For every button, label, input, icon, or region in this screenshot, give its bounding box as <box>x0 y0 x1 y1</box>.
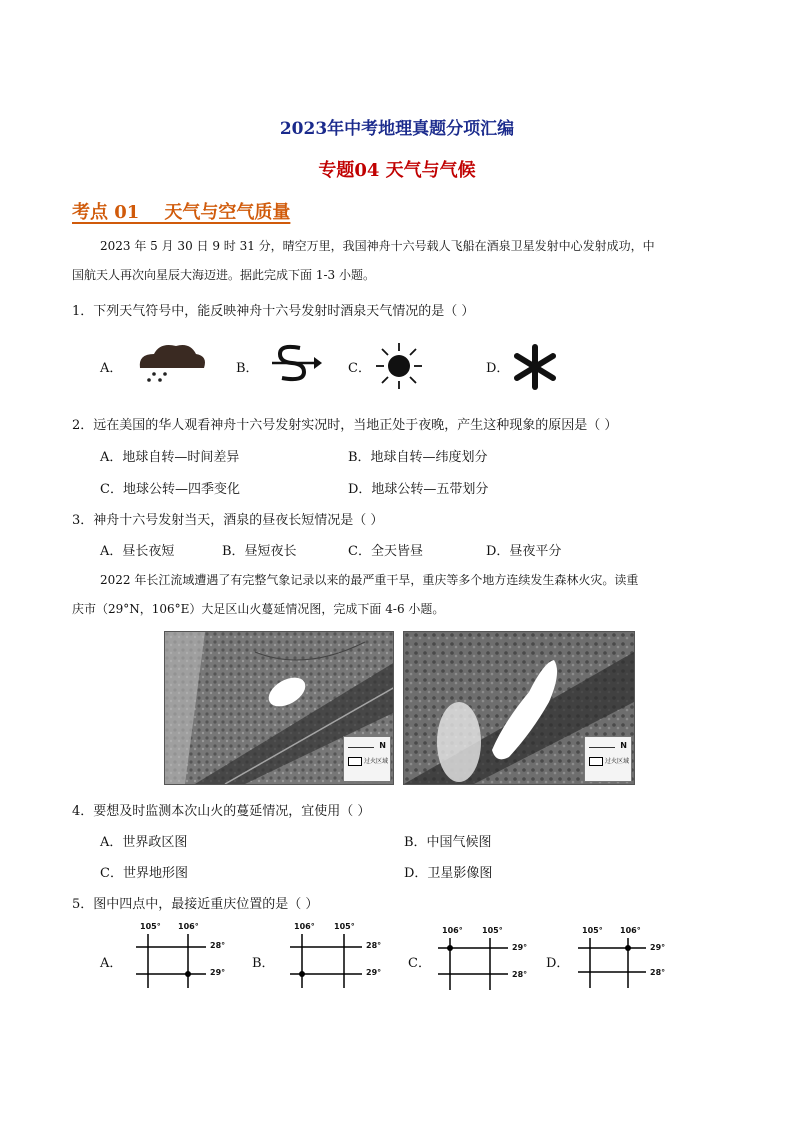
grid-d-lat-bottom: 28° <box>650 968 666 977</box>
scale-bar <box>348 747 374 748</box>
intro-2-line-2: 庆市（29°N，106°E）大足区山火蔓延情况图，完成下面 4-6 小题。 <box>72 602 445 616</box>
q1-option-b-label: B． <box>236 361 259 376</box>
intro-paragraph-1 <box>72 232 732 290</box>
page-title: 2023年中考地理真题分项汇编 <box>279 119 515 139</box>
grid-b-lon-left: 106° <box>294 922 315 931</box>
grid-d-lon-right: 106° <box>620 926 641 935</box>
q5-option-a-label: A． <box>100 956 123 971</box>
legend-label: 过火区域 <box>605 758 630 765</box>
satellite-map-after <box>403 631 635 785</box>
q4-option-b: B．中国气候图 <box>404 835 492 850</box>
sandstorm-icon <box>270 340 322 386</box>
grid-a-lon-left: 105° <box>140 922 161 931</box>
q4-option-c: C．世界地形图 <box>100 866 188 881</box>
legend-label: 过火区域 <box>364 758 389 765</box>
grid-a-lat-bottom: 29° <box>210 968 226 977</box>
q2-option-c: C．地球公转—四季变化 <box>100 482 240 497</box>
q5-option-b-label: B． <box>252 956 275 971</box>
grid-d-lat-top: 29° <box>650 943 666 952</box>
grid-a-lines <box>130 922 230 992</box>
q3-option-c: C．全天皆昼 <box>348 544 423 559</box>
grid-c-lat-bottom: 28° <box>512 970 528 979</box>
q2-option-a: A．地球自转—时间差异 <box>100 450 240 465</box>
map-legend-1 <box>343 736 391 782</box>
map-legend-2 <box>584 736 632 782</box>
grid-b-lines <box>284 922 384 992</box>
question-2-stem: 2．远在美国的华人观看神舟十六号发射实况时，当地正处于夜晚，产生这种现象的原因是（ ） <box>72 418 618 433</box>
q1-option-c-label: C． <box>348 361 371 376</box>
q5-option-c-grid <box>432 926 532 996</box>
snowflake-icon <box>512 344 558 390</box>
section-heading: 考点 01 天气与空气质量 <box>72 202 291 223</box>
grid-a-lon-right: 106° <box>178 922 199 931</box>
grid-c-lines <box>432 926 532 996</box>
q3-option-a: A．昼长夜短 <box>100 544 175 559</box>
grid-d-lines <box>572 926 672 996</box>
page-subtitle: 专题04 天气与气候 <box>318 160 476 181</box>
sunny-icon <box>374 341 424 391</box>
question-5-stem: 5．图中四点中，最接近重庆位置的是（ ） <box>72 897 319 912</box>
intro-2-line-1: 2022 年长江流域遭遇了有完整气象记录以来的最严重干旱，重庆等多个地方连续发生森林火灾。读重 <box>100 573 639 587</box>
q5-option-d-label: D． <box>546 956 570 971</box>
grid-d-lon-left: 105° <box>582 926 603 935</box>
intro-1-line-2: 国航天人再次向星辰大海迈进。据此完成下面 1-3 小题。 <box>72 268 375 282</box>
grid-c-lat-top: 29° <box>512 943 528 952</box>
grid-b-lat-top: 28° <box>366 941 382 950</box>
grid-a-lat-top: 28° <box>210 941 226 950</box>
q4-option-d: D．卫星影像图 <box>404 866 493 881</box>
north-arrow-icon: N <box>620 741 627 750</box>
q5-option-d-grid <box>572 926 672 996</box>
grid-b-lon-right: 105° <box>334 922 355 931</box>
question-1-stem: 1．下列天气符号中，能反映神舟十六号发射时酒泉天气情况的是（ ） <box>72 304 475 319</box>
satellite-map-before <box>164 631 394 785</box>
snow-cloud-icon <box>134 340 208 384</box>
legend-swatch <box>589 757 603 766</box>
intro-1-line-1: 2023 年 5 月 30 日 9 时 31 分，晴空万里，我国神舟十六号载人飞船在酒泉卫星发射中心发射成功，中 <box>100 239 655 253</box>
q1-option-a-label: A． <box>100 361 123 376</box>
grid-c-lon-right: 105° <box>482 926 503 935</box>
q5-option-c-label: C． <box>408 956 431 971</box>
q1-option-d-label: D． <box>486 361 510 376</box>
q2-option-d: D．地球公转—五带划分 <box>348 482 489 497</box>
scale-bar <box>589 747 615 748</box>
q5-option-b-grid <box>284 922 384 992</box>
grid-c-lon-left: 106° <box>442 926 463 935</box>
intro-paragraph-2 <box>72 566 732 624</box>
q5-option-a-grid <box>130 922 230 992</box>
grid-b-lat-bottom: 29° <box>366 968 382 977</box>
q4-option-a: A．世界政区图 <box>100 835 188 850</box>
q2-option-b: B．地球自转—纬度划分 <box>348 450 488 465</box>
question-3-stem: 3．神舟十六号发射当天，酒泉的昼夜长短情况是（ ） <box>72 513 384 528</box>
question-4-stem: 4．要想及时监测本次山火的蔓延情况，宜使用（ ） <box>72 804 371 819</box>
legend-swatch <box>348 757 362 766</box>
q3-option-b: B．昼短夜长 <box>222 544 297 559</box>
q3-option-d: D．昼夜平分 <box>486 544 562 559</box>
north-arrow-icon: N <box>379 741 386 750</box>
